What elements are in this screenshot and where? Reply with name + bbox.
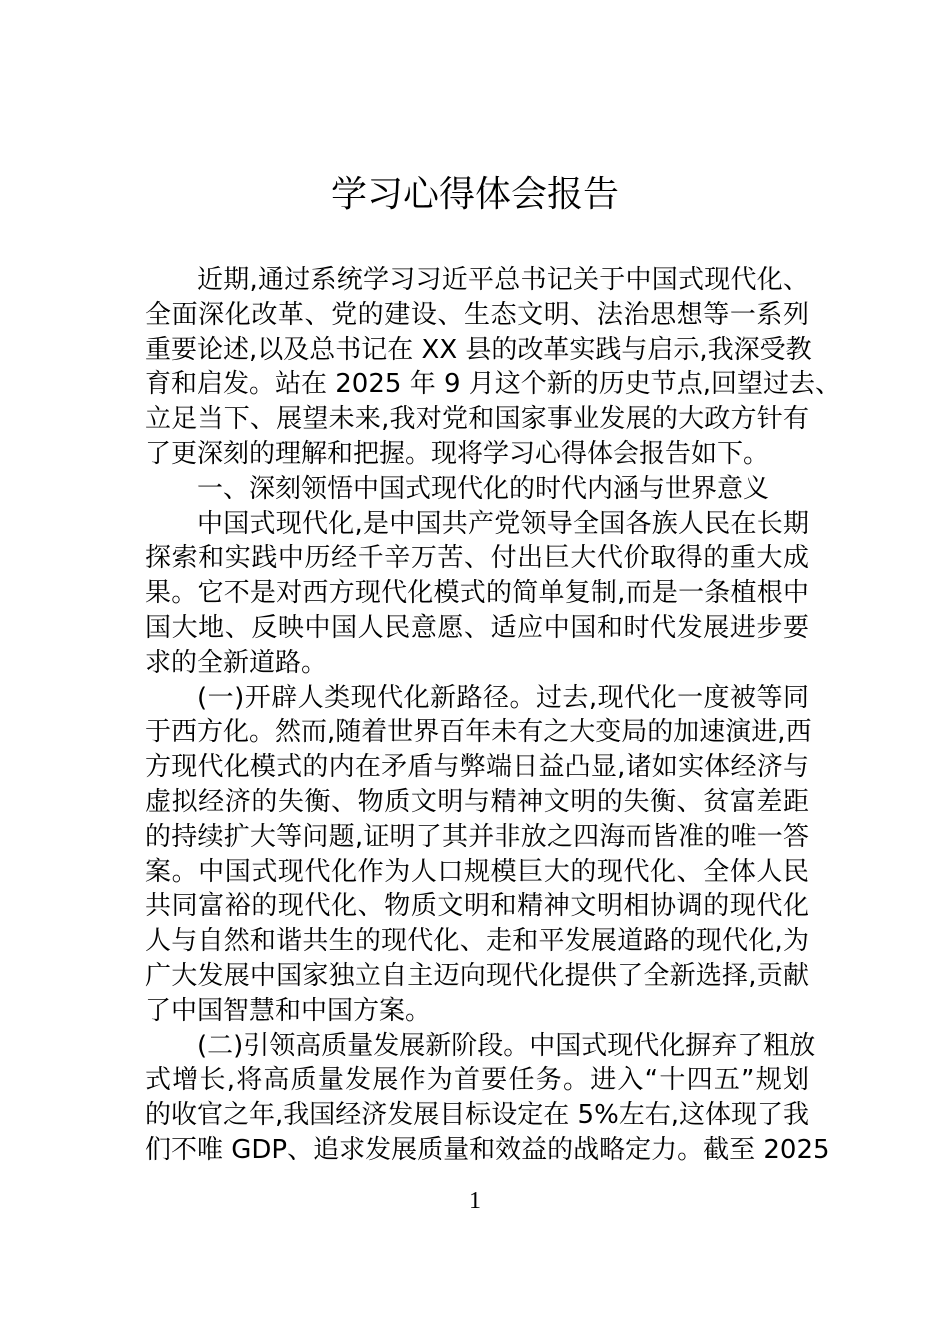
text-line: 中国式现代化,是中国共产党领导全国各族人民在长期 — [197, 508, 809, 539]
section-heading — [145, 472, 809, 507]
paragraph — [145, 263, 842, 472]
document-title: 学习心得体会报告 — [330, 174, 619, 215]
paragraph — [145, 507, 809, 681]
text-line: 了中国智慧和中国方案。 — [145, 995, 432, 1026]
text-line: 果。它不是对西方现代化模式的简单复制,而是一条植根中 — [145, 578, 809, 609]
text-line: 广大发展中国家独立自主迈向现代化提供了全新选择,贡献 — [145, 960, 809, 991]
text-line: 育和启发。站在 2025 年 9 月这个新的历史节点,回望过去、 — [145, 369, 842, 400]
text-line: 立足当下、展望未来,我对党和国家事业发展的大政方针有 — [145, 404, 809, 435]
text-line: 近期,通过系统学习习近平总书记关于中国式现代化、 — [197, 265, 809, 295]
text-line: 全面深化改革、党的建设、生态文明、法治思想等一系列 — [145, 299, 809, 330]
text-line: 人与自然和谐共生的现代化、走和平发展道路的现代化,为 — [145, 926, 809, 957]
paragraph — [145, 1029, 830, 1168]
paragraph — [145, 681, 812, 1029]
text-line: 求的全新道路。 — [145, 647, 328, 678]
text-line: 的持续扩大等问题,证明了其并非放之四海而皆准的唯一答 — [145, 821, 809, 852]
text-line: 的收官之年,我国经济发展目标设定在 5%左右,这体现了我 — [145, 1100, 810, 1131]
text-line: 案。中国式现代化作为人口规模巨大的现代化、全体人民 — [145, 856, 809, 887]
document-body — [145, 263, 842, 1168]
text-line: 一、深刻领悟中国式现代化的时代内涵与世界意义 — [197, 473, 770, 504]
text-line: (一)开辟人类现代化新路径。过去,现代化一度被等同 — [197, 682, 809, 713]
text-line: 方现代化模式的内在矛盾与弊端日益凸显,诸如实体经济与 — [145, 752, 809, 783]
text-line: 国大地、反映中国人民意愿、适应中国和时代发展进步要 — [145, 612, 809, 643]
text-line: 探索和实践中历经千辛万苦、付出巨大代价取得的重大成 — [145, 543, 809, 574]
text-line: 式增长,将高质量发展作为首要任务。进入“十四五”规划 — [145, 1065, 809, 1096]
text-line: 于西方化。然而,随着世界百年未有之大变局的加速演进,西 — [145, 717, 812, 748]
text-line: 了更深刻的理解和把握。现将学习心得体会报告如下。 — [145, 438, 770, 469]
text-line: (二)引领高质量发展新阶段。中国式现代化摒弃了粗放 — [197, 1030, 816, 1061]
text-line: 虚拟经济的失衡、物质文明与精神文明的失衡、贫富差距 — [145, 786, 809, 817]
text-line: 共同富裕的现代化、物质文明和精神文明相协调的现代化 — [145, 891, 809, 922]
text-line: 们不唯 GDP、追求发展质量和效益的战略定力。截至 2025 — [145, 1134, 830, 1165]
text-line: 重要论述,以及总书记在 XX 县的改革实践与启示,我深受教 — [145, 334, 812, 365]
page-number: 1 — [469, 1188, 481, 1214]
